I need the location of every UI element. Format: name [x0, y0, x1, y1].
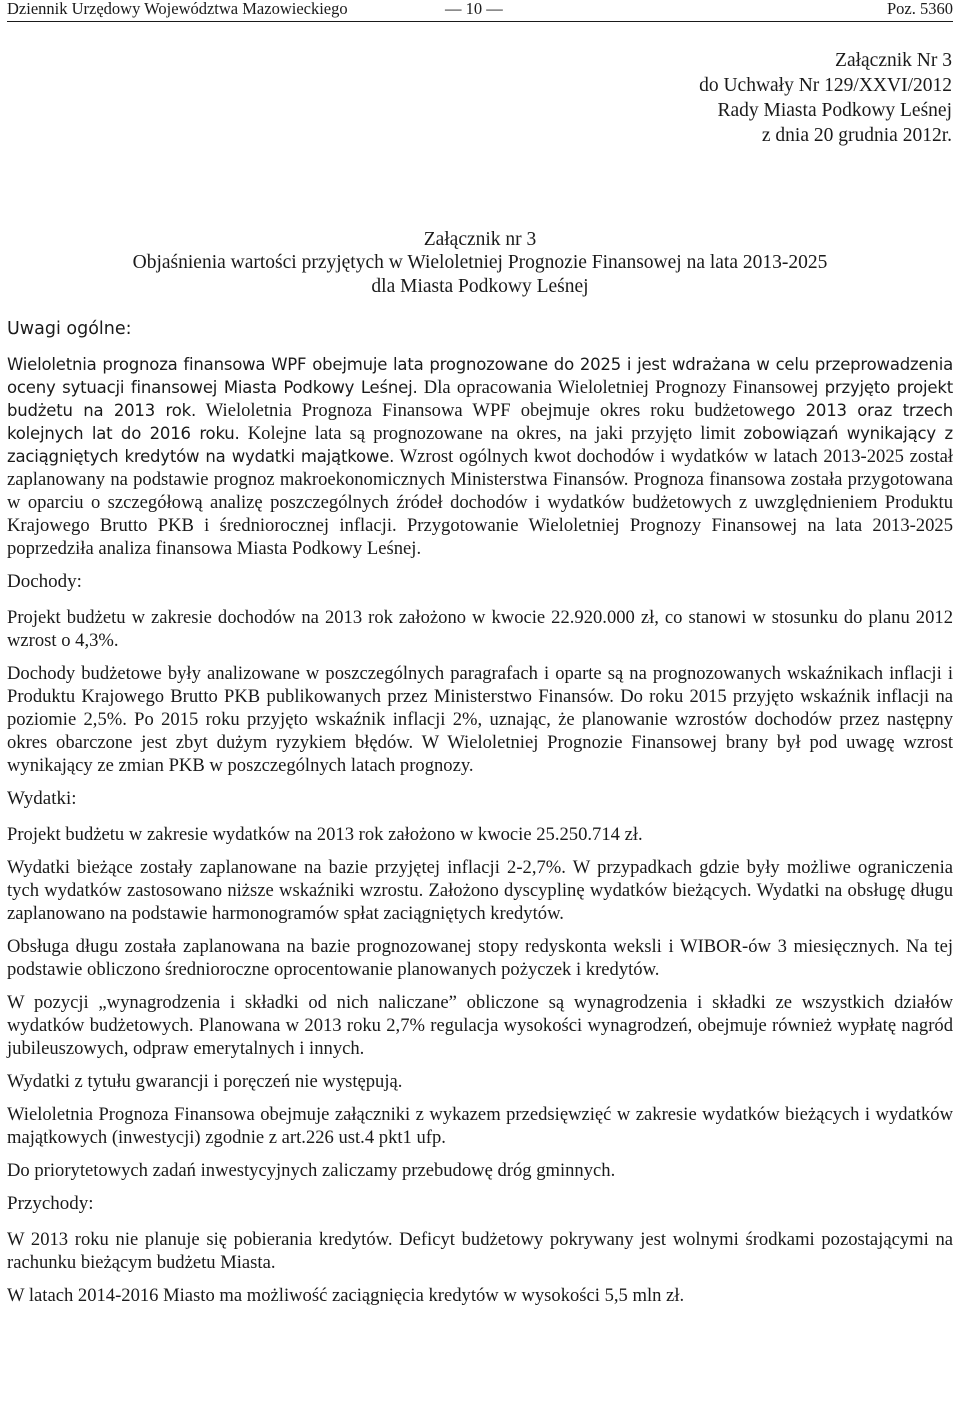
expenditure-paragraph: Wydatki bieżące zostały zaplanowane na bazie przyjętej inflacji 2-2,7%. W przypadkach gdzie były możliwe ograniczenia tych wydatków zastosowano niższe wskaźniki wzrostu. Założono dyscyplinę wydatków bieżących. Wydatki na obsługę długu zaplanowano na podstawie harmonogramów spłat zaciągniętych kredytów. — [7, 857, 953, 924]
expenditure-paragraph: Projekt budżetu w zakresie wydatków na 2013 rok założono w kwocie 25.250.714 zł. — [7, 824, 643, 845]
general-remarks-text: zobowiązań wynikający z zaciągniętych kredytów na wydatki majątkowe. — [7, 424, 953, 466]
expenditure-paragraph: Wieloletnia Prognoza Finansowa obejmuje załączniki z wykazem przedsięwzięć w zakresie wydatków bieżących i wydatków majątkowych (inwestycji) zgodnie z art.226 ust.4 pkt1 ufp. — [7, 1104, 953, 1148]
expenditure-paragraph: W pozycji „wynagrodzenia i składki od nich naliczane” obliczone są wynagrodzenia i składki ze wszystkich działów wydatków budżetowych. Planowana w 2013 roku 2,7% regulacja wysokości wynagrodzeń, obejmuje również wypłatę nagród jubileuszowych, odpraw emerytalnych i innych. — [7, 992, 953, 1059]
revenue-paragraph: W latach 2014-2016 Miasto ma możliwość zaciągnięcia kredytów w wysokości 5,5 mln zł. — [7, 1285, 685, 1306]
page-number: — 10 — — [445, 0, 503, 18]
annex-reference-line: Rady Miasta Podkowy Leśnej — [717, 100, 952, 121]
general-remarks-text: Wieloletnia prognoza finansowa WPF obejmuje lata prognozowane do 2025 i jest wdrażana w celu przeprowadzenia oceny sytuacji finansowej Miasta Podkowy Leśnej. — [7, 355, 953, 397]
general-remarks-text: Wieloletnia Prognoza Finansowa WPF obejmuje okres roku budżetowe — [196, 400, 775, 421]
expenditure-heading: Wydatki: — [7, 788, 77, 809]
general-remarks-text: go 2013 oraz trzech kolejnych lat do 2016 roku. — [7, 401, 953, 443]
expenditure-paragraph: Obsługa długu została zaplanowana na bazie prognozowanej stopy redyskonta weksli i WIBOR-ów 3 miesięcznych. Na tej podstawie obliczono średnioroczne oprocentowanie planowanych pożyczek i kredytów. — [7, 936, 953, 980]
document-title-line1: Objaśnienia wartości przyjętych w Wieloletniej Prognozie Finansowej na lata 2013-2025 — [132, 252, 828, 273]
revenue-paragraph: W 2013 roku nie planuje się pobierania kredytów. Deficyt budżetowy pokrywany jest wolnymi środkami pozostającymi na rachunku bieżącym budżetu Miasta. — [7, 1229, 953, 1273]
position-number: Poz. 5360 — [887, 0, 953, 18]
annex-reference-line: do Uchwały Nr 129/XXVI/2012 — [699, 75, 952, 96]
header-rule — [7, 21, 953, 22]
general-remarks-text: Dla opracowania Wieloletniej Prognozy Finansowej — [417, 377, 825, 398]
annex-reference — [532, 48, 952, 148]
annex-title: Załącznik nr 3 — [423, 229, 537, 250]
income-paragraph: Projekt budżetu w zakresie dochodów na 2013 rok założono w kwocie 22.920.000 zł, co stanowi w stosunku do planu 2012 wzrost o 4,3%. — [7, 607, 953, 651]
revenue-heading: Przychody: — [7, 1193, 94, 1214]
journal-name: Dziennik Urzędowy Województwa Mazowieckiego — [7, 0, 348, 18]
running-header — [7, 0, 953, 22]
general-remarks-heading: Uwagi ogólne: — [7, 319, 132, 339]
document-body — [7, 318, 953, 1307]
general-remarks-paragraph — [7, 353, 953, 560]
annex-reference-line: z dnia 20 grudnia 2012r. — [761, 125, 952, 146]
income-paragraph: Dochody budżetowe były analizowane w poszczególnych paragrafach i oparte są na prognozowanych wskaźnikach inflacji i Produktu Krajowego Brutto PKB publikowanych przez Ministerstwo Finansów. Do roku 2015 przyjęto wskaźnik inflacji na poziomie 2,5%. Po 2015 roku przyjęto wskaźnik inflacji 2%, uznając, że planowanie wzrostów dochodów przez następny okres obarczone jest zbyt dużym ryzykiem błędów. W Wieloletniej Prognozie Finansowej brany był pod uwagę wzrost wynikający ze zmian PKB w poszczególnych latach prognozy. — [7, 663, 953, 776]
expenditure-paragraph: Do priorytetowych zadań inwestycyjnych zaliczamy przebudowę dróg gminnych. — [7, 1160, 616, 1181]
general-remarks-text: Kolejne lata są prognozowane na okres, na jaki przyjęto limit — [239, 423, 744, 444]
document-title-line2: dla Miasta Podkowy Leśnej — [371, 276, 589, 297]
expenditure-paragraph: Wydatki z tytułu gwarancji i poręczeń nie występują. — [7, 1071, 403, 1092]
income-heading: Dochody: — [7, 571, 82, 592]
annex-reference-line: Załącznik Nr 3 — [835, 50, 952, 71]
general-remarks-text: przyjęto projekt budżetu na 2013 rok. — [7, 378, 953, 420]
general-remarks-text: Wzrost ogólnych kwot dochodów i wydatków w latach 2013-2025 został zaplanowany na podstawie prognoz makroekonomicznych Ministerstwa Finansów. Prognoza finansowa została przygotowana w oparciu o szczegółową analizę poszczególnych źródeł dochodów i wydatków budżetowych z uwzględnieniem Produktu Krajowego Brutto PKB i średniorocznej inflacji. Przygotowanie Wieloletniej Prognozy Finansowej na lata 2013-2025 poprzedziła analiza finansowa Miasta Podkowy Leśnej. — [7, 446, 953, 559]
